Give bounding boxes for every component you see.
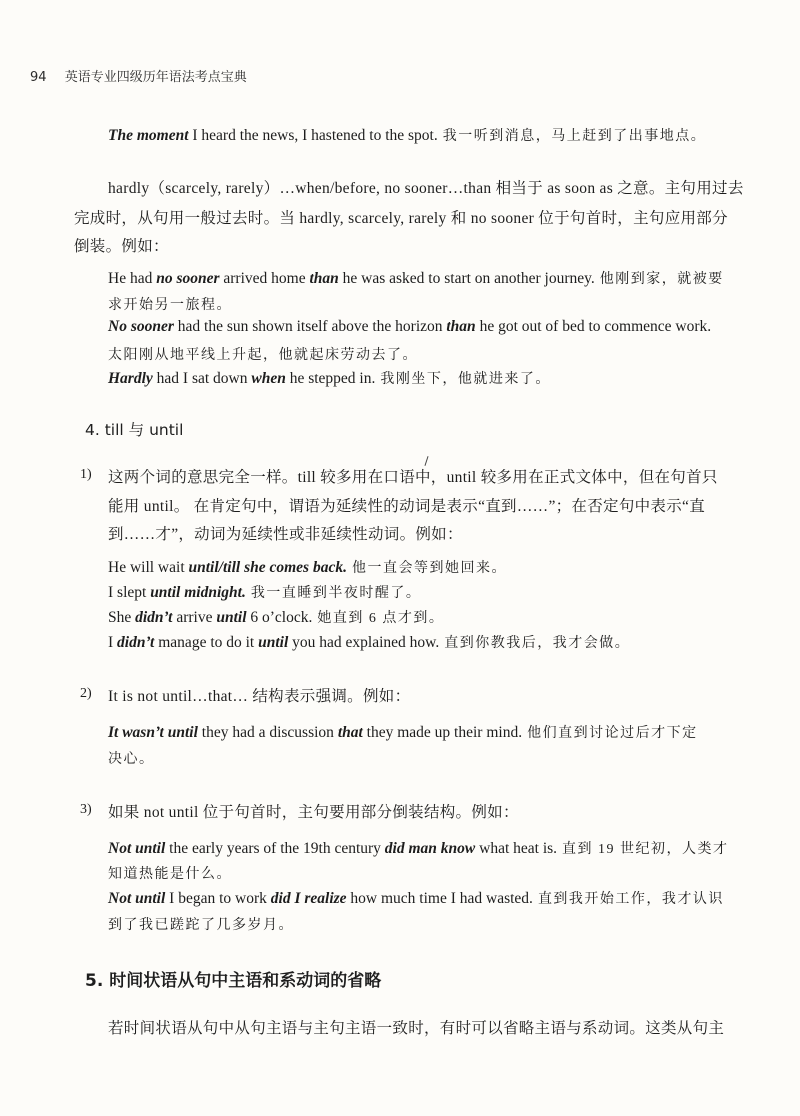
section-4-heading: 4. till 与 until	[85, 421, 184, 439]
item-1-line-3: 到……才”，动词为延续性或非延续性动词。例如：	[108, 526, 463, 543]
hardly-para-line-1: hardly（scarcely, rarely）…when/before, no sooner…than 相当于 as soon as 之意。主句用过去	[108, 180, 744, 197]
item-1-number: 1)	[80, 467, 92, 482]
example-it-wasnt-until: It wasn’t until they had a discussion that they made up their mind. 他们直到讨论过后才下定	[108, 724, 698, 741]
item-3-number: 3)	[80, 802, 92, 817]
book-title: 英语专业四级历年语法考点宝典	[64, 70, 247, 85]
hardly-para-line-3: 倒装。例如：	[74, 238, 169, 255]
example-not-until-2-cont: 到了我已蹉跎了几多岁月。	[108, 918, 294, 933]
example-hardly: Hardly had I sat down when he stepped in. 我刚坐下，他就进来了。	[108, 370, 551, 387]
example-no-sooner-2: No sooner had the sun shown itself above the horizon than he got out of bed to commence work.	[108, 318, 712, 335]
example-it-wasnt-until-cont: 决心。	[108, 752, 155, 767]
item-2-number: 2)	[80, 686, 92, 701]
example-translation: 我一听到消息，马上赶到了出事地点。	[437, 129, 707, 144]
hardly-para-line-2: 完成时，从句用一般过去时。当 hardly, scarcely, rarely 和 no sooner 位于句首时，主句应用部分	[74, 210, 728, 227]
example-no-sooner-2-cn: 太阳刚从地平线上升起，他就起床劳动去了。	[108, 348, 418, 363]
item-1-line-1: 这两个词的意思完全一样。till 较多用在口语中，until 较多用在正式文体中，但在句首只	[108, 469, 718, 486]
example-no-sooner-1: He had no sooner arrived home than he was asked to start on another journey. 他刚到家，就被要	[108, 270, 724, 287]
example-no-sooner-1-cont: 求开始另一旅程。	[108, 298, 232, 313]
section-5-heading: 5. 时间状语从句中主语和系动词的省略	[85, 971, 382, 991]
example-not-until-1-cont: 知道热能是什么。	[108, 867, 232, 882]
example-until-1: He will wait until/till she comes back. 他一直会等到她回来。	[108, 559, 507, 576]
page-number: 94	[30, 70, 47, 85]
example-keyword: The moment	[108, 127, 189, 144]
example-until-3: She didn’t arrive until 6 o’clock. 她直到 6 点才到。	[108, 609, 445, 626]
example-english: I heard the news, I hastened to the spot.	[188, 127, 438, 144]
example-until-4: I didn’t manage to do it until you had explained how. 直到你教我后，我才会做。	[108, 634, 631, 651]
example-not-until-1: Not until the early years of the 19th century did man know what heat is. 直到 19 世纪初，人类才	[108, 840, 729, 857]
item-1-line-2: 能用 until。 在肯定句中，谓语为延续性的动词是表示“直到……”；在否定句中表示“直	[108, 498, 706, 515]
section-5-line-1: 若时间状语从句中从句主语与主句主语一致时，有时可以省略主语与系动词。这类从句主	[108, 1020, 725, 1037]
example-not-until-2: Not until I began to work did I realize how much time I had wasted. 直到我开始工作，我才认识	[108, 890, 724, 907]
page-header	[30, 66, 247, 85]
item-2-text: It is not until…that… 结构表示强调。例如：	[108, 688, 411, 705]
example-the-moment	[108, 125, 706, 145]
example-until-2: I slept until midnight. 我一直睡到半夜时醒了。	[108, 584, 422, 601]
item-3-text: 如果 not until 位于句首时，主句要用部分倒装结构。例如：	[108, 804, 519, 821]
